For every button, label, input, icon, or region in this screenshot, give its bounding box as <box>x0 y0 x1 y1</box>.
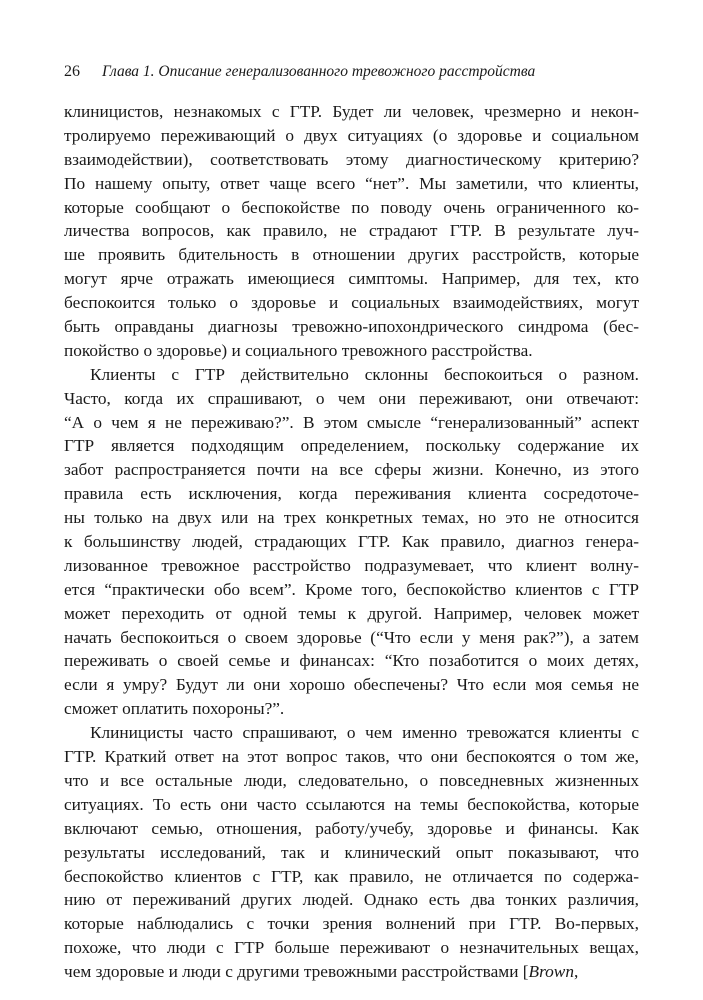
text-line: ны только на двух или на трех конкретных темах, но это не относится <box>64 508 639 528</box>
running-head <box>64 62 639 82</box>
text-line: что и все остальные люди, следовательно, о повседневных жизненных <box>64 770 639 790</box>
text-line: которые сообщают о беспокойстве по поводу очень ограниченного ко- <box>64 197 639 217</box>
paragraph <box>64 363 639 721</box>
text-line: беспокоится только о здоровье и социальных взаимодействиях, могут <box>64 293 639 313</box>
text-line: тролируемо переживающий о двух ситуациях (о здоровье и социальном <box>64 125 639 145</box>
paragraph <box>64 721 639 984</box>
text-line: ГТР. Краткий ответ на этот вопрос таков, что они беспокоятся о том же, <box>64 747 639 767</box>
text-line: если я умру? Будут ли они хорошо обеспечены? Что если моя семья не <box>64 675 639 695</box>
text-line: беспокойство клиентов с ГТР, как правило, не отличается по содержа- <box>64 866 639 886</box>
text-line: начать беспокоиться о своем здоровье (“Что если у меня рак?”), а затем <box>64 627 639 647</box>
text-line: клиницистов, незнакомых с ГТР. Будет ли человек, чрезмерно и некон- <box>64 102 639 121</box>
text-line: могут ярче отражать имеющиеся симптомы. Например, для тех, кто <box>64 269 639 289</box>
text-line: результаты исследований, так и клинический опыт показывают, что <box>64 842 639 862</box>
text-line: правила есть исключения, когда переживания клиента сосредоточе- <box>64 484 639 504</box>
text-line: ситуациях. То есть они часто ссылаются на темы беспокойства, которые <box>64 794 639 814</box>
text-line: лизованное тревожное расстройство подразумевает, что клиент волну- <box>64 555 639 575</box>
text-line: чем здоровые и люди с другими тревожными расстройствами [Brown, <box>64 962 579 982</box>
text-line: к большинству людей, страдающих ГТР. Как правило, диагноз генера- <box>64 532 639 552</box>
text-line: нию от переживаний других людей. Однако есть два тонких различия, <box>64 890 639 910</box>
book-page <box>64 0 639 1000</box>
text-line: ется “практически обо всем”. Кроме того, беспокойство клиентов с ГТР <box>64 579 639 599</box>
page-number: 26 <box>64 63 80 80</box>
text-line: включают семью, отношения, работу/учебу, здоровье и финансы. Как <box>64 818 639 838</box>
paragraph <box>64 100 639 363</box>
text-line: взаимодействии), соответствовать этому диагностическому критерию? <box>64 149 639 169</box>
text-line: “А о чем я не переживаю?”. В этом смысле “генерализованный” аспект <box>64 412 639 432</box>
text-line: Клиницисты часто спрашивают, о чем именно тревожатся клиенты с <box>90 723 639 743</box>
text-line: покойство о здоровье) и социального тревожного расстройства. <box>64 340 533 360</box>
body-text <box>64 100 639 984</box>
text-line: По нашему опыту, ответ чаще всего “нет”. Мы заметили, что клиенты, <box>64 173 639 193</box>
text-line: Часто, когда их спрашивают, о чем они переживают, они отвечают: <box>64 388 639 408</box>
chapter-title: Глава 1. Описание генерализованного тревожного расстройства <box>102 63 536 80</box>
text-line: забот распространяется почти на все сферы жизни. Конечно, из этого <box>64 460 639 480</box>
text-line: похоже, что люди с ГТР больше переживают о незначительных вещах, <box>64 938 639 958</box>
text-line: ше проявить бдительность в отношении других расстройств, которые <box>64 245 639 265</box>
text-line: переживать о своей семье и финансах: “Кто позаботится о моих детях, <box>64 651 639 671</box>
text-line: может переходить от одной темы к другой. Например, человек может <box>64 603 639 623</box>
text-line: которые наблюдались с точки зрения волнений при ГТР. Во-первых, <box>64 914 639 934</box>
text-line: ГТР является подходящим определением, поскольку содержание их <box>64 436 639 456</box>
text-line: быть оправданы диагнозы тревожно-ипохондрического синдрома (бес- <box>64 317 639 337</box>
citation-author: Brown <box>528 962 574 982</box>
text-line: личества вопросов, как правило, не страдают ГТР. В результате луч- <box>64 221 639 241</box>
text-line: сможет оплатить похороны?”. <box>64 699 285 719</box>
text-line: Клиенты с ГТР действительно склонны беспокоиться о разном. <box>90 364 639 384</box>
